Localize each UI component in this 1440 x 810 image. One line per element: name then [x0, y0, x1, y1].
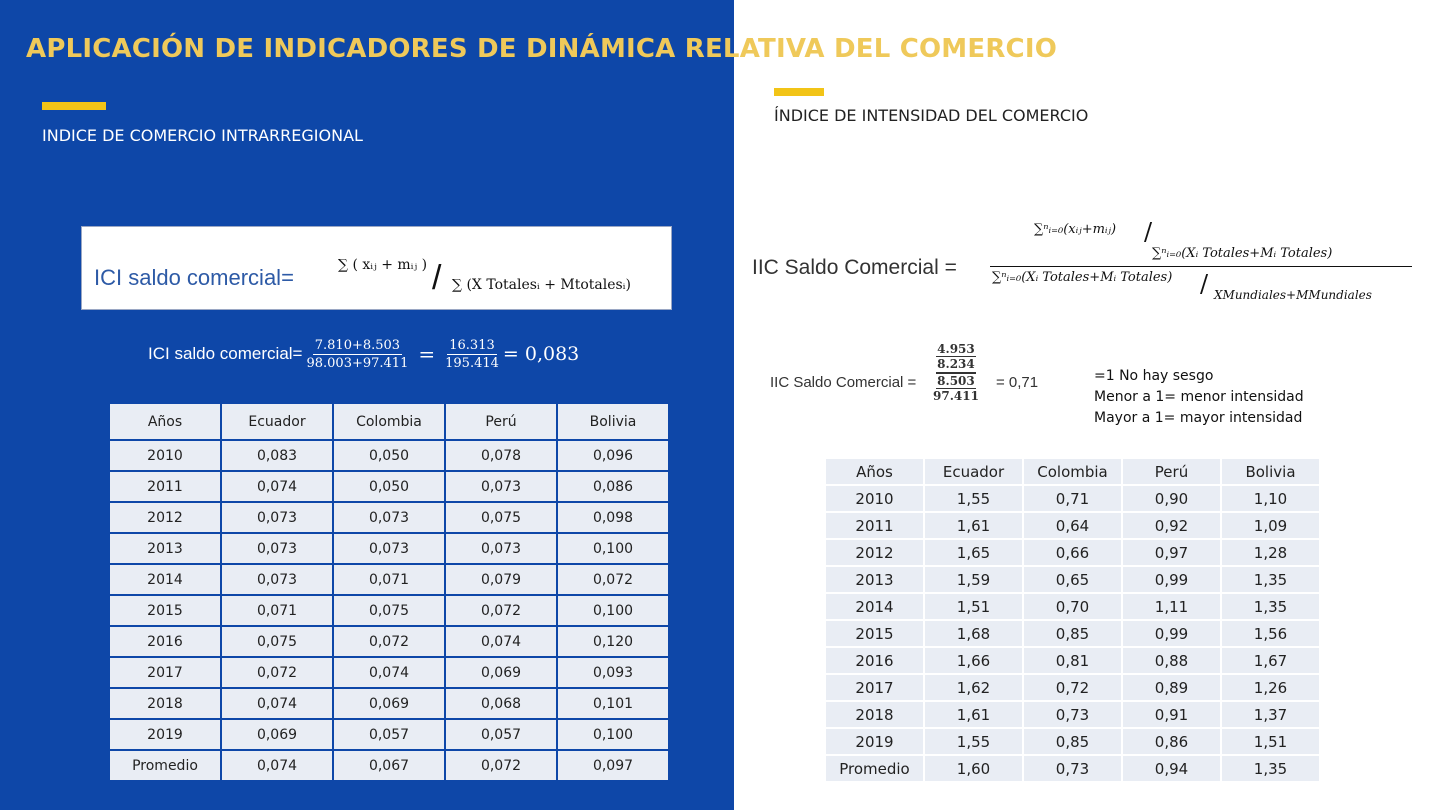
iic-table-cell: 1,55 — [925, 486, 1022, 511]
iic-table-cell: 2016 — [826, 648, 923, 673]
ici-table-cell: 2017 — [110, 658, 220, 687]
ici-table-cell: 0,075 — [334, 596, 444, 625]
ici-table-cell: 2013 — [110, 534, 220, 563]
iic-table-cell: 0,90 — [1123, 486, 1220, 511]
iic-table-cell: 1,11 — [1123, 594, 1220, 619]
iic-calc-upper-fraction — [936, 342, 976, 374]
ici-table-cell: 0,069 — [222, 720, 332, 749]
ici-table-cell: 0,079 — [446, 565, 556, 594]
section-subtitle-ici: INDICE DE COMERCIO INTRARREGIONAL — [42, 126, 363, 145]
ici-table-cell: 0,120 — [558, 627, 668, 656]
iic-table-cell: 1,66 — [925, 648, 1022, 673]
iic-table-cell: Promedio — [826, 756, 923, 781]
ici-table-cell: 0,074 — [446, 627, 556, 656]
ici-calc-frac1-numerator: 7.810+8.503 — [314, 337, 401, 353]
iic-table-cell: 1,35 — [1222, 756, 1319, 781]
iic-table-cell: 0,72 — [1024, 675, 1121, 700]
ici-table-cell: 0,072 — [446, 596, 556, 625]
iic-calc-d2: 97.411 — [933, 389, 979, 403]
ici-table-header-row — [110, 404, 668, 439]
iic-formula-bottom-numerator: ∑ⁿᵢ₌₀(Xᵢ Totales+Mᵢ Totales) — [992, 270, 1173, 285]
ici-table-cell: 0,072 — [446, 751, 556, 780]
iic-table-row — [826, 621, 1319, 646]
ici-table-cell: 0,057 — [334, 720, 444, 749]
ici-calc-result: = 0,083 — [502, 343, 580, 365]
iic-note: =1 No hay sesgo — [1094, 368, 1214, 384]
ici-table-cell: 0,074 — [222, 472, 332, 501]
ici-table-cell: 0,097 — [558, 751, 668, 780]
iic-calculation — [770, 340, 1070, 424]
ici-table-cell: 2010 — [110, 441, 220, 470]
iic-table-header-cell: Perú — [1123, 459, 1220, 484]
iic-table-cell: 1,59 — [925, 567, 1022, 592]
ici-calc-equals: = — [418, 342, 436, 366]
iic-notes — [1094, 366, 1304, 429]
iic-table-row — [826, 486, 1319, 511]
iic-note: Menor a 1= menor intensidad — [1094, 389, 1304, 405]
iic-table-cell: 1,10 — [1222, 486, 1319, 511]
iic-table-cell: 0,99 — [1123, 621, 1220, 646]
ici-formula-denominator: ∑ (X Totalesᵢ + Mtotalesᵢ) — [452, 277, 631, 293]
iic-table-cell: 1,67 — [1222, 648, 1319, 673]
iic-table-row — [826, 729, 1319, 754]
ici-table-cell: 0,073 — [446, 534, 556, 563]
iic-table-row — [826, 675, 1319, 700]
ici-calc-fraction-1 — [306, 338, 408, 371]
iic-formula-label: IIC Saldo Comercial = — [752, 256, 957, 279]
iic-table-cell: 1,26 — [1222, 675, 1319, 700]
iic-table-cell: 0,70 — [1024, 594, 1121, 619]
ici-table-cell: 2011 — [110, 472, 220, 501]
ici-table-cell: 0,073 — [334, 534, 444, 563]
iic-table-cell: 1,09 — [1222, 513, 1319, 538]
iic-table-header-row — [826, 459, 1319, 484]
iic-table-cell: 0,91 — [1123, 702, 1220, 727]
ici-table-cell: 2019 — [110, 720, 220, 749]
ici-table-row — [110, 596, 668, 625]
ici-table-cell: 0,071 — [334, 565, 444, 594]
iic-table-cell: 0,86 — [1123, 729, 1220, 754]
iic-table-cell: 0,73 — [1024, 702, 1121, 727]
ici-calc-label: ICI saldo comercial= — [148, 344, 303, 363]
ici-table-cell: 0,071 — [222, 596, 332, 625]
ici-table-row — [110, 689, 668, 718]
iic-formula-bottom-slash: / — [1200, 270, 1209, 298]
ici-table-cell: 2012 — [110, 503, 220, 532]
iic-table-cell: 0,89 — [1123, 675, 1220, 700]
iic-table-cell: 0,71 — [1024, 486, 1121, 511]
accent-bar-left — [42, 102, 106, 110]
iic-calc-n1: 4.953 — [937, 342, 975, 356]
iic-table-cell: 2011 — [826, 513, 923, 538]
iic-table-cell: 0,88 — [1123, 648, 1220, 673]
iic-calc-d1: 8.234 — [937, 357, 975, 371]
iic-table-row — [826, 648, 1319, 673]
ici-table-cell: 0,073 — [334, 503, 444, 532]
ici-table-cell: 0,086 — [558, 472, 668, 501]
iic-table-row — [826, 540, 1319, 565]
ici-table-cell: 0,068 — [446, 689, 556, 718]
iic-table — [824, 457, 1321, 783]
ici-table-cell: 0,100 — [558, 720, 668, 749]
ici-table-row — [110, 751, 668, 780]
ici-table-header-cell: Perú — [446, 404, 556, 439]
iic-table-cell: 1,35 — [1222, 567, 1319, 592]
iic-table-cell: 1,55 — [925, 729, 1022, 754]
iic-table-cell: 0,97 — [1123, 540, 1220, 565]
iic-table-cell: 1,62 — [925, 675, 1022, 700]
iic-table-cell: 2010 — [826, 486, 923, 511]
iic-table-cell: 1,51 — [1222, 729, 1319, 754]
iic-formula-fraction-bar — [990, 266, 1412, 267]
iic-table-cell: 0,66 — [1024, 540, 1121, 565]
iic-table-row — [826, 594, 1319, 619]
ici-table-cell: 2016 — [110, 627, 220, 656]
iic-table-cell: 2015 — [826, 621, 923, 646]
ici-table-header-cell: Colombia — [334, 404, 444, 439]
ici-table-cell: 2014 — [110, 565, 220, 594]
ici-calc-frac1-denominator: 98.003+97.411 — [306, 355, 409, 371]
ici-table-cell: 0,073 — [222, 503, 332, 532]
iic-table-header-cell: Bolivia — [1222, 459, 1319, 484]
iic-formula-top-numerator: ∑ⁿᵢ₌₀(xᵢⱼ+mᵢⱼ) — [1034, 222, 1117, 237]
iic-table-cell: 0,73 — [1024, 756, 1121, 781]
ici-table-cell: Promedio — [110, 751, 220, 780]
ici-table-cell: 0,050 — [334, 441, 444, 470]
ici-table-cell: 0,073 — [446, 472, 556, 501]
ici-table-row — [110, 720, 668, 749]
iic-formula-top-slash: / — [1144, 218, 1153, 246]
ici-table-cell: 0,073 — [222, 534, 332, 563]
iic-table-cell: 1,61 — [925, 702, 1022, 727]
ici-table-cell: 0,050 — [334, 472, 444, 501]
iic-table-cell: 0,92 — [1123, 513, 1220, 538]
ici-table-cell: 0,074 — [222, 689, 332, 718]
ici-table-header-cell: Bolivia — [558, 404, 668, 439]
ici-table-cell: 0,075 — [222, 627, 332, 656]
ici-formula-slash: / — [432, 259, 442, 297]
ici-table-row — [110, 627, 668, 656]
ici-table-cell: 0,072 — [222, 658, 332, 687]
iic-formula-bottom-denominator: XMundiales+MMundiales — [1214, 288, 1372, 302]
ici-table-cell: 0,101 — [558, 689, 668, 718]
iic-table-cell: 1,65 — [925, 540, 1022, 565]
ici-table-cell: 0,072 — [558, 565, 668, 594]
iic-table-header-cell: Años — [826, 459, 923, 484]
iic-table-cell: 1,35 — [1222, 594, 1319, 619]
ici-calc-frac2-denominator: 195.414 — [445, 355, 499, 371]
iic-table-cell: 1,68 — [925, 621, 1022, 646]
page-title: APLICACIÓN DE INDICADORES DE DINÁMICA RELATIVA DEL COMERCIO — [26, 34, 1058, 64]
ici-table-cell: 0,057 — [446, 720, 556, 749]
iic-table-cell: 1,37 — [1222, 702, 1319, 727]
ici-formula-numerator: ∑ ( xᵢⱼ + mᵢⱼ ) — [338, 257, 428, 273]
ici-table-cell: 2018 — [110, 689, 220, 718]
ici-table-cell: 0,074 — [334, 658, 444, 687]
iic-calc-n2: 8.503 — [937, 374, 975, 388]
ici-table-cell: 0,100 — [558, 596, 668, 625]
accent-bar-right — [774, 88, 824, 96]
ici-table-cell: 0,083 — [222, 441, 332, 470]
iic-table-cell: 2017 — [826, 675, 923, 700]
ici-formula-box — [81, 226, 672, 310]
iic-table-cell: 2014 — [826, 594, 923, 619]
iic-table-cell: 2018 — [826, 702, 923, 727]
ici-table-cell: 0,075 — [446, 503, 556, 532]
ici-table-row — [110, 441, 668, 470]
ici-calc-frac2-numerator: 16.313 — [449, 337, 495, 353]
iic-table-cell: 0,85 — [1024, 621, 1121, 646]
ici-table-cell: 0,069 — [446, 658, 556, 687]
iic-table-cell: 1,51 — [925, 594, 1022, 619]
iic-table-cell: 1,28 — [1222, 540, 1319, 565]
iic-table-cell: 1,56 — [1222, 621, 1319, 646]
ici-table-row — [110, 658, 668, 687]
section-subtitle-iic: ÍNDICE DE INTENSIDAD DEL COMERCIO — [774, 106, 1089, 125]
iic-table-cell: 0,64 — [1024, 513, 1121, 538]
iic-table-cell: 0,99 — [1123, 567, 1220, 592]
iic-table-cell: 0,81 — [1024, 648, 1121, 673]
ici-table-cell: 2015 — [110, 596, 220, 625]
iic-table-row — [826, 513, 1319, 538]
iic-calc-lower-fraction — [933, 374, 979, 403]
iic-table-cell: 2019 — [826, 729, 923, 754]
iic-table-header-cell: Ecuador — [925, 459, 1022, 484]
ici-table-cell: 0,073 — [222, 565, 332, 594]
ici-table-row — [110, 503, 668, 532]
iic-calc-nested-fraction — [933, 342, 979, 403]
ici-table-cell: 0,093 — [558, 658, 668, 687]
ici-table-cell: 0,096 — [558, 441, 668, 470]
iic-note: Mayor a 1= mayor intensidad — [1094, 410, 1303, 426]
iic-table-cell: 2012 — [826, 540, 923, 565]
iic-table-header-cell: Colombia — [1024, 459, 1121, 484]
ici-calc-fraction-2 — [445, 338, 499, 371]
iic-calc-result: = 0,71 — [996, 374, 1039, 391]
ici-table-cell: 0,067 — [334, 751, 444, 780]
ici-table-cell: 0,078 — [446, 441, 556, 470]
ici-table-header-cell: Años — [110, 404, 220, 439]
iic-table-cell: 0,65 — [1024, 567, 1121, 592]
iic-table-cell: 1,61 — [925, 513, 1022, 538]
ici-table-cell: 0,098 — [558, 503, 668, 532]
ici-calculation — [148, 334, 579, 374]
iic-formula-top-denominator: ∑ⁿᵢ₌₀(Xᵢ Totales+Mᵢ Totales) — [1152, 246, 1333, 261]
ici-table-row — [110, 565, 668, 594]
iic-table-row — [826, 567, 1319, 592]
iic-table-cell: 0,94 — [1123, 756, 1220, 781]
ici-table-cell: 0,072 — [334, 627, 444, 656]
ici-table-cell: 0,069 — [334, 689, 444, 718]
ici-formula-label: ICI saldo comercial= — [94, 265, 294, 290]
iic-table-row — [826, 756, 1319, 781]
ici-table-header-cell: Ecuador — [222, 404, 332, 439]
ici-table-row — [110, 472, 668, 501]
iic-table-cell: 2013 — [826, 567, 923, 592]
iic-calc-label: IIC Saldo Comercial = — [770, 374, 917, 391]
iic-table-cell: 0,85 — [1024, 729, 1121, 754]
iic-formula — [990, 218, 1412, 308]
ici-table-row — [110, 534, 668, 563]
ici-table-cell: 0,074 — [222, 751, 332, 780]
iic-table-cell: 1,60 — [925, 756, 1022, 781]
ici-table-cell: 0,100 — [558, 534, 668, 563]
ici-table — [108, 402, 670, 782]
iic-table-row — [826, 702, 1319, 727]
